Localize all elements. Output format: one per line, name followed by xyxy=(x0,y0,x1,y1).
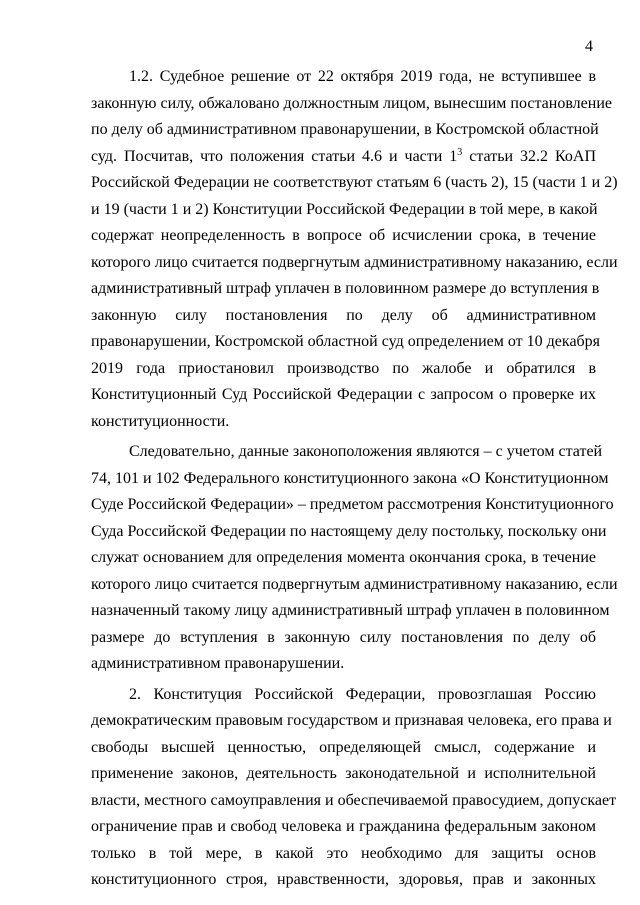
text-line: законную силу, обжаловано должностным лицом, вынесшим постановление xyxy=(91,94,612,112)
text-line: которого лицо считается подвергнутым административному наказанию, если xyxy=(91,253,618,271)
text-line: и 19 (части 1 и 2) Конституции Российской Федерации в той мере, в какой xyxy=(91,200,598,218)
text-line: Следовательно, данные законоположения являются – с учетом статей xyxy=(129,443,603,460)
text-line: ограничение прав и свобод человека и гражданина федеральным законом xyxy=(91,818,596,835)
paragraph-1-2 xyxy=(91,64,618,435)
text-line: Суда Российской Федерации по настоящему делу постольку, поскольку они xyxy=(91,522,607,540)
text-line: применение законов, деятельность законодательной и исполнительной xyxy=(91,765,596,782)
paragraph-consequently xyxy=(91,439,618,678)
text-line: Суде Российской Федерации» – предметом рассмотрения Конституционного xyxy=(91,496,614,513)
text-line: 2. Конституция Российской Федерации, провозглашая Россию xyxy=(129,685,596,703)
superscript-3: 3 xyxy=(457,146,463,158)
text-line: административном правонарушении. xyxy=(91,655,345,672)
text-line: свободы высшей ценностью, определяющей смысл, содержание и xyxy=(91,738,596,756)
text-line: власти, местного самоуправления и обеспечиваемой правосудием, допускает xyxy=(91,791,617,809)
text-line: правонарушении, Костромской областной суд определением от 10 декабря xyxy=(91,333,601,350)
text-line: конституционного строя, нравственности, здоровья, прав и законных xyxy=(91,871,596,888)
text-line: 2019 года приостановил производство по жалобе и обратился в xyxy=(91,359,596,377)
text-line: 74, 101 и 102 Федерального конституционного закона «О Конституционном xyxy=(91,469,609,487)
text-line: которого лицо считается подвергнутым административному наказанию, если xyxy=(91,575,618,593)
document-body xyxy=(91,64,618,894)
text-line: Конституционный Суд Российской Федерации с запросом о проверке их xyxy=(91,386,596,403)
text-line: только в той мере, в какой это необходимо для защиты основ xyxy=(91,844,596,862)
text-line: 1.2. Судебное решение от 22 октября 2019 года, не вступившее в xyxy=(129,68,596,85)
text-line: служат основанием для определения момента окончания срока, в течение xyxy=(91,549,596,566)
text-line: Российской Федерации не соответствуют статьям 6 (часть 2), 15 (части 1 и 2) xyxy=(91,174,618,191)
text-line: демократическим правовым государством и признавая человека, его права и xyxy=(91,712,612,729)
text-line: конституционности. xyxy=(91,412,230,430)
text-line: суд. Посчитав, что положения статьи 4.6 и части $1^3$ статьи 32.2 КоАП xyxy=(91,146,596,165)
text-line: назначенный такому лицу административный штраф уплачен в половинном xyxy=(91,602,610,619)
text-line: по делу об административном правонарушении, в Костромской областной xyxy=(91,121,599,138)
text-line: содержат неопределенность в вопросе об исчислении срока, в течение xyxy=(91,227,596,244)
text-line: размере до вступления в законную силу постановления по делу об xyxy=(91,628,596,646)
text-line: законную силу постановления по делу об административном xyxy=(91,306,596,324)
text-line: административный штраф уплачен в половинном размере до вступления в xyxy=(91,280,600,297)
page-number: 4 xyxy=(585,38,593,55)
paragraph-2 xyxy=(91,682,617,894)
